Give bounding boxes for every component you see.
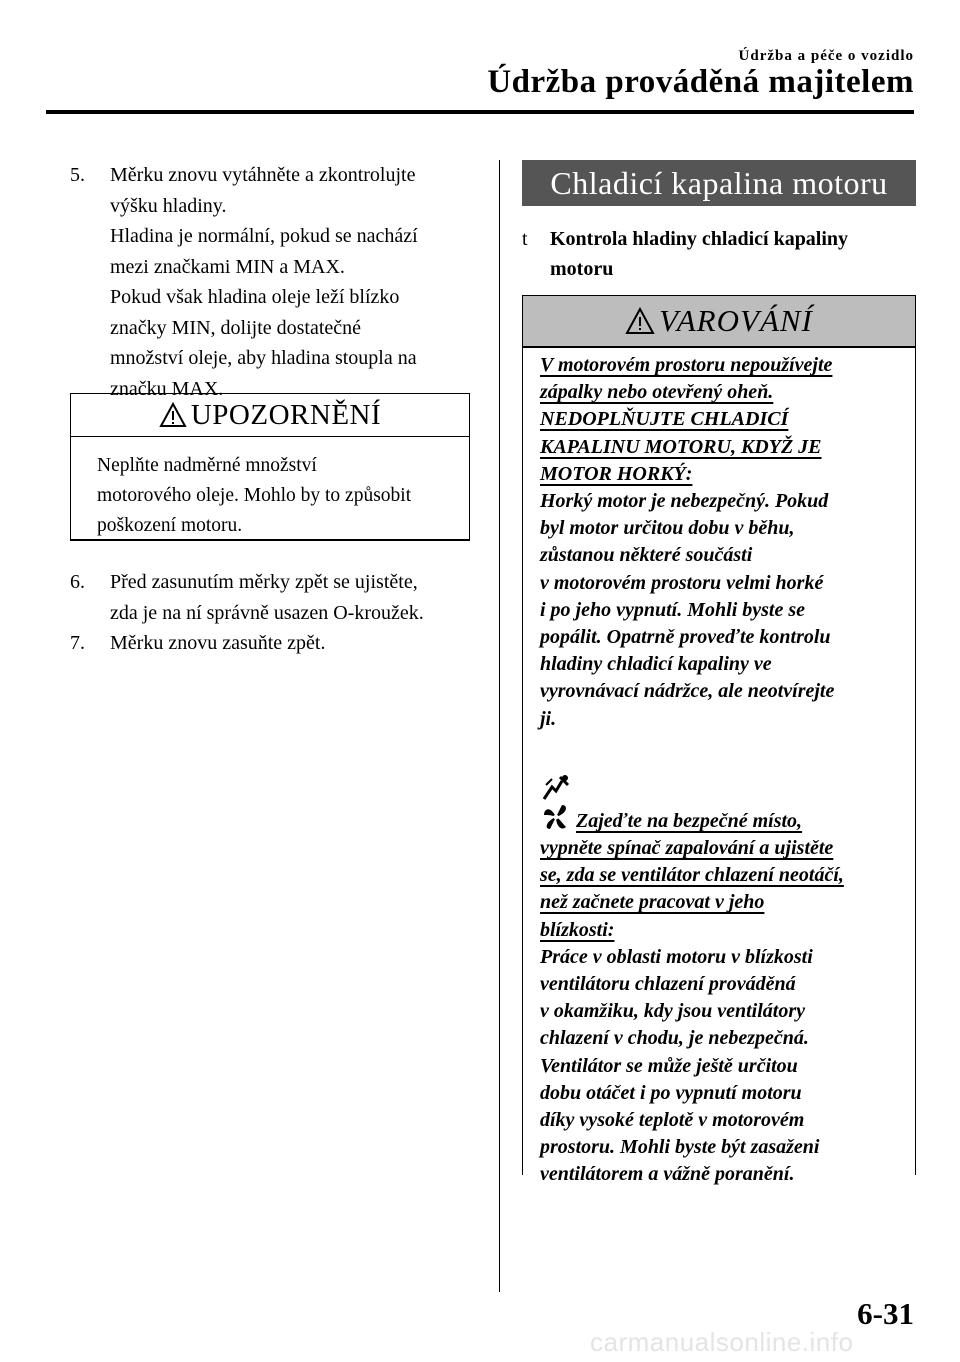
warning-line: popálit. Opatrně proveďte kontrolu (540, 626, 831, 649)
step-line: zda je na ní správně usazen O-kroužek. (110, 601, 424, 624)
warning-paragraph (540, 352, 901, 733)
warning-emphasis-line: Zajeďte na bezpečné místo, (576, 809, 803, 832)
warning-line: dobu otáčet i po vypnutí motoru (540, 1081, 802, 1104)
warning-line: byl motor určitou dobu v běhu, (540, 517, 795, 540)
warning-emphasis-line: NEDOPLŇUJTE CHLADICÍ (540, 408, 789, 431)
warning-line: i po jeho vypnutí. Mohli byste se (540, 598, 805, 621)
warning-line: ventilátorem a vážně poranění. (540, 1163, 795, 1186)
bullet-glyph: t (522, 228, 528, 250)
warning-box (522, 295, 916, 1186)
step-line: mezi značkami MIN a MAX. (110, 255, 345, 278)
warning-body (523, 352, 915, 1189)
warning-line: ji. (540, 707, 557, 730)
warning-header (523, 296, 915, 348)
header-rule (46, 110, 914, 114)
warning-line: Horký motor je nebezpečný. Pokud (540, 490, 829, 513)
step-number: 7. (70, 632, 85, 654)
caution-box (70, 393, 470, 541)
warning-emphasis-line: MOTOR HORKÝ: (540, 462, 693, 485)
step-line: množství oleje, aby hladina stoupla na (110, 347, 417, 369)
warning-title: VAROVÁNÍ (659, 303, 813, 338)
section-banner: Chladicí kapalina motoru (522, 160, 916, 206)
subhead-line: motoru (550, 258, 614, 280)
caution-title: UPOZORNĚNÍ (190, 398, 382, 431)
step-number: 5. (70, 164, 85, 186)
no-hands-icon (540, 773, 572, 803)
warning-emphasis-line: blízkosti: (540, 918, 615, 941)
cooling-fan-icon (540, 803, 572, 831)
caution-body (71, 437, 469, 541)
watermark: carmanualsonline.info (590, 1327, 854, 1357)
step-line: Měrku znovu zasuňte zpět. (110, 632, 326, 654)
warning-emphasis-line: V motorovém prostoru nepoužívejte (540, 354, 833, 376)
step-line: značky MIN, dolijte dostatečné (110, 316, 362, 339)
caution-line: Neplňte nadměrné množství (97, 455, 317, 476)
warning-line: v okamžiku, kdy jsou ventilátory (540, 1000, 805, 1023)
step-line: výšku hladiny. (110, 194, 227, 217)
warning-emphasis-line: se, zda se ventilátor chlazení neotáčí, (540, 864, 844, 887)
warning-emphasis-line: KAPALINU MOTORU, KDYŽ JE (540, 435, 822, 458)
step-line: Hladina je normální, pokud se nachází (110, 225, 418, 247)
caution-line: poškození motoru. (97, 515, 243, 536)
warning-line: Práce v oblasti motoru v blízkosti (540, 945, 813, 968)
icon-row (540, 773, 901, 803)
warning-line: zůstanou některé součásti (540, 544, 753, 567)
warning-line: hladiny chladicí kapaliny ve (540, 653, 772, 676)
warning-line: v motorovém prostoru velmi horké (540, 571, 824, 594)
warning-line: Ventilátor se může ještě určitou (540, 1054, 798, 1077)
page-title: Údržba prováděná majitelem (487, 64, 914, 100)
warning-line: chlazení v chodu, je nebezpečná. (540, 1027, 809, 1050)
subhead-line: Kontrola hladiny chladicí kapaliny (550, 228, 849, 250)
caution-line: motorového oleje. Mohlo by to způsobit (97, 485, 412, 506)
warning-emphasis-line: než začnete pracovat v jeho (540, 891, 765, 914)
page-number: 6-31 (857, 1296, 914, 1331)
steps-6-7 (70, 567, 470, 659)
chapter-label: Údržba a péče o vozidlo (738, 48, 914, 64)
warning-emphasis-line: vypněte spínač zapalování a ujistěte (540, 837, 834, 860)
subsection-heading (522, 224, 916, 284)
step-5 (70, 160, 470, 404)
step-line: značku MAX. (110, 377, 224, 400)
step-line: Pokud však hladina oleje leží blízko (110, 286, 400, 308)
warning-line: prostoru. Mohli byste být zasaženi (540, 1136, 820, 1159)
caution-header (71, 394, 469, 437)
step-line: Před zasunutím měrky zpět se ujistěte, (110, 571, 418, 593)
left-column (70, 160, 470, 404)
step-7 (70, 628, 470, 659)
warning-triangle-icon (625, 307, 655, 335)
step-6 (70, 567, 470, 628)
warning-emphasis-line: zápalky nebo otevřený oheň. (540, 381, 774, 404)
warning-line: vyrovnávací nádržce, ale neotvírejte (540, 680, 835, 703)
column-divider (499, 160, 500, 1292)
step-number: 6. (70, 571, 85, 593)
step-line: Měrku znovu vytáhněte a zkontrolujte (110, 164, 416, 186)
warning-line: ventilátoru chlazení prováděná (540, 973, 796, 996)
warning-triangle-icon (159, 402, 187, 428)
warning-paragraph (540, 773, 901, 1189)
warning-line: díky vysoké teplotě v motorovém (540, 1109, 805, 1132)
